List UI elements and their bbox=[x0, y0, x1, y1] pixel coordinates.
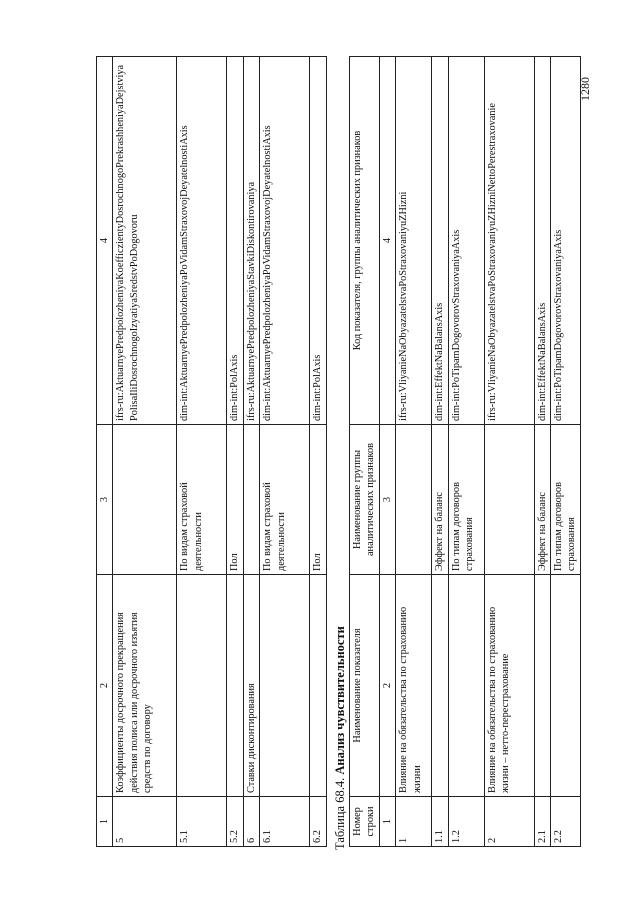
table-row bbox=[448, 57, 484, 847]
indicator-code: dim-int:PolAxis bbox=[310, 57, 326, 425]
group-name: Пол bbox=[227, 425, 243, 575]
table-caption-title: Анализ чувствительности bbox=[333, 626, 347, 775]
column-number-row bbox=[97, 57, 113, 847]
indicator-code: dim-int:EffektNaBalansAxis bbox=[534, 57, 550, 425]
header-indicator-name: Наименование показателя bbox=[350, 575, 380, 797]
page-number: 1280 bbox=[578, 77, 592, 101]
table-row bbox=[113, 57, 177, 847]
table-row bbox=[550, 57, 580, 847]
col-number: 1 bbox=[97, 797, 113, 847]
indicator-code: dim-int:PoTipamDogovorovStraxovaniyaAxis bbox=[448, 57, 484, 425]
col-number: 2 bbox=[97, 575, 113, 797]
row-number: 2.2 bbox=[550, 797, 580, 847]
group-name bbox=[396, 425, 432, 575]
table-row bbox=[310, 57, 326, 847]
indicator-name: Коэффициенты досрочного прекращения действия полиса или досрочного изъятия средств по договору bbox=[113, 575, 177, 797]
row-number: 6 bbox=[243, 797, 259, 847]
indicator-name bbox=[177, 575, 227, 797]
indicator-code: dim-int:AktuarnyePredpolozheniyaPoVidamStraxovojDeyatelnostiAxis bbox=[177, 57, 227, 425]
indicator-name bbox=[534, 575, 550, 797]
group-name: По типам договоров страхования bbox=[448, 425, 484, 575]
indicator-code: ifrs-ru:AktuarnyePredpolozheniyaKoefficzientyDosrochnogoPrekrashheniyaDejstviyaPolisaIliDosrochnogoIzyatiyaSredstvPoDogovoru bbox=[113, 57, 177, 425]
row-number: 1.1 bbox=[432, 797, 448, 847]
group-name bbox=[113, 425, 177, 575]
indicator-code: dim-int:EffektNaBalansAxis bbox=[432, 57, 448, 425]
group-name: По типам договоров страхования bbox=[550, 425, 580, 575]
column-number-row bbox=[379, 57, 395, 847]
row-number: 6.1 bbox=[260, 797, 310, 847]
row-number: 6.2 bbox=[310, 797, 326, 847]
header-row bbox=[350, 57, 380, 847]
header-indicator-code: Код показателя, группы аналитических признаков bbox=[350, 57, 380, 425]
group-name: По видам страховой деятельности bbox=[260, 425, 310, 575]
indicator-name bbox=[227, 575, 243, 797]
table-row bbox=[396, 57, 432, 847]
indicator-code: dim-int:PolAxis bbox=[227, 57, 243, 425]
indicator-name bbox=[310, 575, 326, 797]
group-name: Эффект на баланс bbox=[432, 425, 448, 575]
indicator-name bbox=[448, 575, 484, 797]
table-row bbox=[260, 57, 310, 847]
row-number: 2.1 bbox=[534, 797, 550, 847]
row-number: 5.1 bbox=[177, 797, 227, 847]
group-name: Пол bbox=[310, 425, 326, 575]
header-group-name: Наименование группы аналитических признаков bbox=[350, 425, 380, 575]
table-row bbox=[534, 57, 550, 847]
row-number: 5.2 bbox=[227, 797, 243, 847]
table-row bbox=[432, 57, 448, 847]
indicator-code: ifrs-ru:VliyanieNaObyazatelstvaPoStraxovaniyuZHizni bbox=[396, 57, 432, 425]
col-number: 3 bbox=[97, 425, 113, 575]
indicator-code: ifrs-ru:AktuarnyePredpolozheniyaStavkiDiskontirovaniya bbox=[243, 57, 259, 425]
col-number: 3 bbox=[379, 425, 395, 575]
table-caption-prefix: Таблица 68.4. bbox=[333, 774, 347, 850]
indicator-name: Влияние на обязательства по страхованию жизни – нетто-перестрахование bbox=[484, 575, 534, 797]
indicator-name: Ставки дисконтирования bbox=[243, 575, 259, 797]
row-number: 1.2 bbox=[448, 797, 484, 847]
indicator-name bbox=[260, 575, 310, 797]
col-number: 1 bbox=[379, 797, 395, 847]
group-name bbox=[484, 425, 534, 575]
indicator-code: dim-int:PoTipamDogovorovStraxovaniyaAxis bbox=[550, 57, 580, 425]
row-number: 2 bbox=[484, 797, 534, 847]
row-number: 1 bbox=[396, 797, 432, 847]
indicator-code: dim-int:AktuarnyePredpolozheniyaPoVidamStraxovojDeyatelnostiAxis bbox=[260, 57, 310, 425]
col-number: 4 bbox=[379, 57, 395, 425]
col-number: 2 bbox=[379, 575, 395, 797]
col-number: 4 bbox=[97, 57, 113, 425]
header-row-number: Номер строки bbox=[350, 797, 380, 847]
sensitivity-analysis-table bbox=[349, 56, 581, 847]
group-name: Эффект на баланс bbox=[534, 425, 550, 575]
table-row bbox=[177, 57, 227, 847]
indicator-name bbox=[550, 575, 580, 797]
indicator-name: Влияние на обязательства по страхованию жизни bbox=[396, 575, 432, 797]
group-name bbox=[243, 425, 259, 575]
table-caption bbox=[333, 626, 348, 850]
table-row bbox=[243, 57, 259, 847]
table-row bbox=[227, 57, 243, 847]
continued-table bbox=[96, 56, 327, 847]
indicator-name bbox=[432, 575, 448, 797]
row-number: 5 bbox=[113, 797, 177, 847]
table-row bbox=[484, 57, 534, 847]
indicator-code: ifrs-ru:VliyanieNaObyazatelstvaPoStraxovaniyuZHizniNettoPerestraxovanie bbox=[484, 57, 534, 425]
group-name: По видам страховой деятельности bbox=[177, 425, 227, 575]
